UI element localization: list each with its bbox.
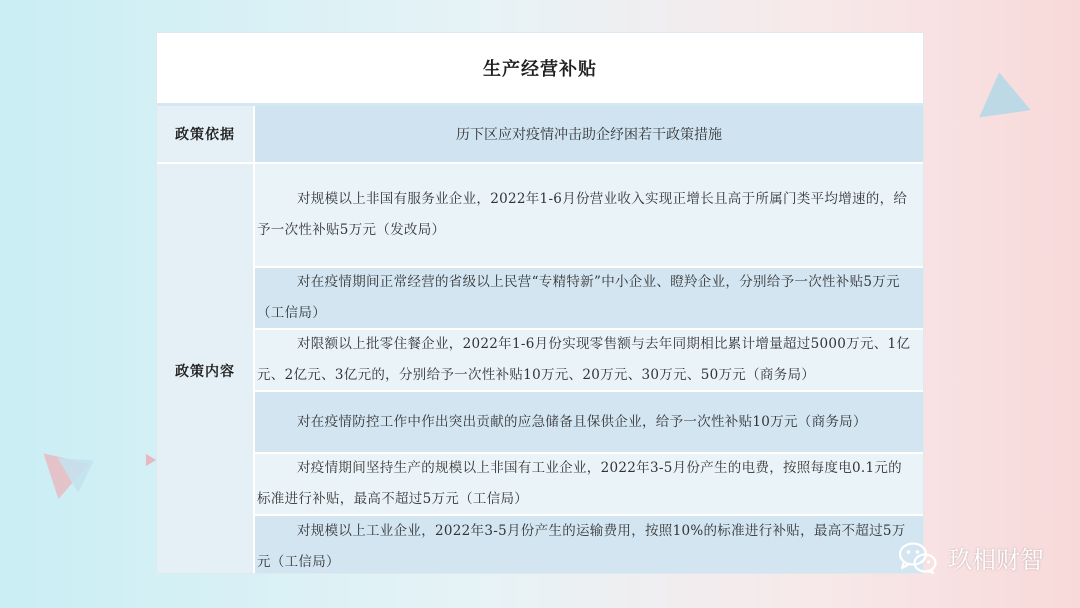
- list-item: 对规模以上非国有服务业企业，2022年1-6月份营业收入实现正增长且高于所属门类平均增速的，给予一次性补贴5万元（发改局）: [255, 164, 923, 268]
- list-item: 对在疫情防控工作中作出突出贡献的应急储备且保供企业，给予一次性补贴10万元（商务局）: [255, 392, 923, 454]
- watermark-text: 玖相财智: [948, 546, 1044, 574]
- decorative-triangle: [146, 454, 156, 466]
- wechat-icon: [898, 541, 938, 575]
- watermark: [898, 540, 1044, 575]
- list-item: 对限额以上批零住餐企业，2022年1-6月份实现零售额与去年同期相比累计增量超过5000万元、1亿元、2亿元、3亿元的，分别给予一次性补贴10万元、20万元、30万元、50万元（商务局）: [255, 330, 923, 392]
- policy-content-label: 政策内容: [157, 164, 255, 574]
- list-item: 对规模以上工业企业，2022年3-5月份产生的运输费用，按照10%的标准进行补贴，最高不超过5万元（工信局）: [255, 516, 923, 574]
- policy-basis-row: [157, 106, 923, 164]
- policy-basis-text: 历下区应对疫情冲击助企纾困若干政策措施: [255, 106, 923, 162]
- table-title: 生产经营补贴: [157, 33, 923, 106]
- policy-basis-label: 政策依据: [157, 106, 255, 162]
- policy-table: [156, 32, 924, 574]
- policy-content-row: [157, 164, 923, 574]
- list-item: 对在疫情期间正常经营的省级以上民营“专精特新”中小企业、瞪羚企业，分别给予一次性补贴5万元（工信局）: [255, 268, 923, 330]
- list-item: 对疫情期间坚持生产的规模以上非国有工业企业，2022年3-5月份产生的电费，按照每度电0.1元的标准进行补贴，最高不超过5万元（工信局）: [255, 454, 923, 516]
- policy-content-list: [255, 164, 923, 574]
- decorative-triangle: [973, 69, 1030, 118]
